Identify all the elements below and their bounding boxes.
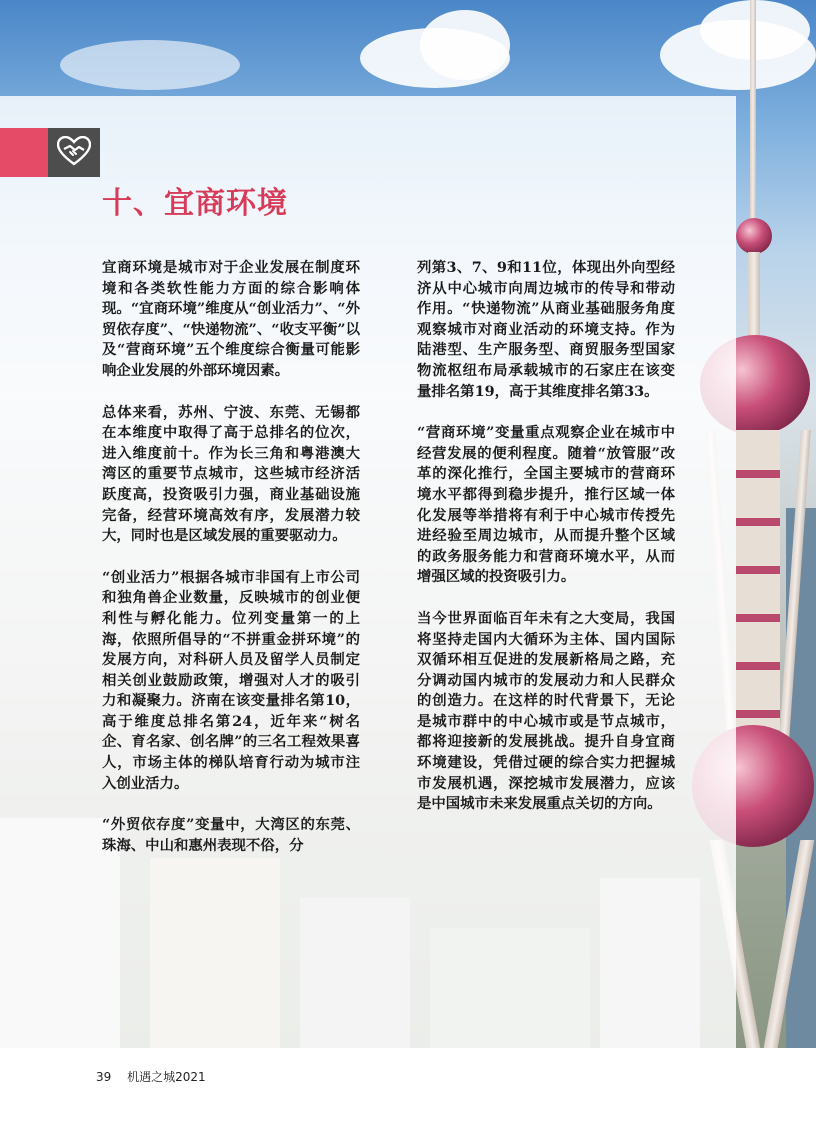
publication-name: 机遇之城2021 — [127, 1070, 206, 1084]
paragraph: 列第3、7、9和11位，体现出外向型经济从中心城市向周边城市的传导和带动作用。“快递物流”从商业基础服务角度观察城市对商业活动的环境支持。作为陆港型、生产服务型、商贸服务型国家物流枢纽布局承载城市的石家庄在该变量排名第19，高于其维度排名第33。 — [417, 259, 675, 400]
page-footer — [96, 1068, 206, 1085]
section-icon-box — [48, 128, 100, 177]
paragraph: 当今世界面临百年未有之大变局，我国将坚持走国内大循环为主体、国内国际双循环相互促进的发展新格局之路，充分调动国内城市的发展动力和人民群众的创造力。在这样的时代背景下，无论是城市群中的中心城市或是节点城市，都将迎接新的发展挑战。提升自身宜商环境建设，凭借过硬的综合实力把握城市发展机遇，深挖城市发展潜力，应该是中国城市未来发展重点关切的方向。 — [417, 609, 675, 813]
paragraph: 宜商环境是城市对于企业发展在制度环境和各类软性能力方面的综合影响体现。“宜商环境”维度从“创业活力”、“外贸依存度”、“快递物流”、“收支平衡”以及“营商环境”五个维度综合衡量可能影响企业发展的外部环境因素。 — [102, 259, 360, 379]
right-column — [417, 258, 675, 836]
paragraph: “营商环境”变量重点观察企业在城市中经营发展的便利程度。随着“放管服”改革的深化推行，全国主要城市的营商环境水平都得到稳步提升，推行区域一体化发展等举措将有利于中心城市传授先进经验至周边城市，从而提升整个区域的政务服务能力和营商环境水平，从而增强区域的投资吸引力。 — [417, 424, 675, 586]
handshake-heart-icon — [57, 136, 91, 170]
paragraph: 总体来看，苏州、宁波、东莞、无锡都在本维度中取得了高于总排名的位次，进入维度前十。作为长三角和粤港澳大湾区的重要节点城市，这些城市经济活跃度高，投资吸引力强，商业基础设施完备，经营环境高效有序，发展潜力较大，同时也是区域发展的重要驱动力。 — [102, 403, 360, 545]
section-title: 十、宜商环境 — [102, 186, 288, 221]
left-column — [102, 258, 360, 877]
paragraph: “创业活力”根据各城市非国有上市公司和独角兽企业数量，反映城市的创业便利性与孵化能力。位列变量第一的上海，依照所倡导的“不拼重金拼环境”的发展方向，对科研人员及留学人员制定相关创业鼓励政策，增强对人才的吸引力和凝聚力。济南在该变量排名第10，高于维度总排名第24，近年来“树名企、育名家、创名牌”的三名工程效果喜人，市场主体的梯队培育行动为城市注入创业活力。 — [102, 568, 360, 792]
section-accent-tab — [0, 128, 48, 177]
paragraph: “外贸依存度”变量中，大湾区的东莞、珠海、中山和惠州表现不俗，分 — [102, 816, 360, 854]
page-number: 39 — [96, 1070, 112, 1084]
